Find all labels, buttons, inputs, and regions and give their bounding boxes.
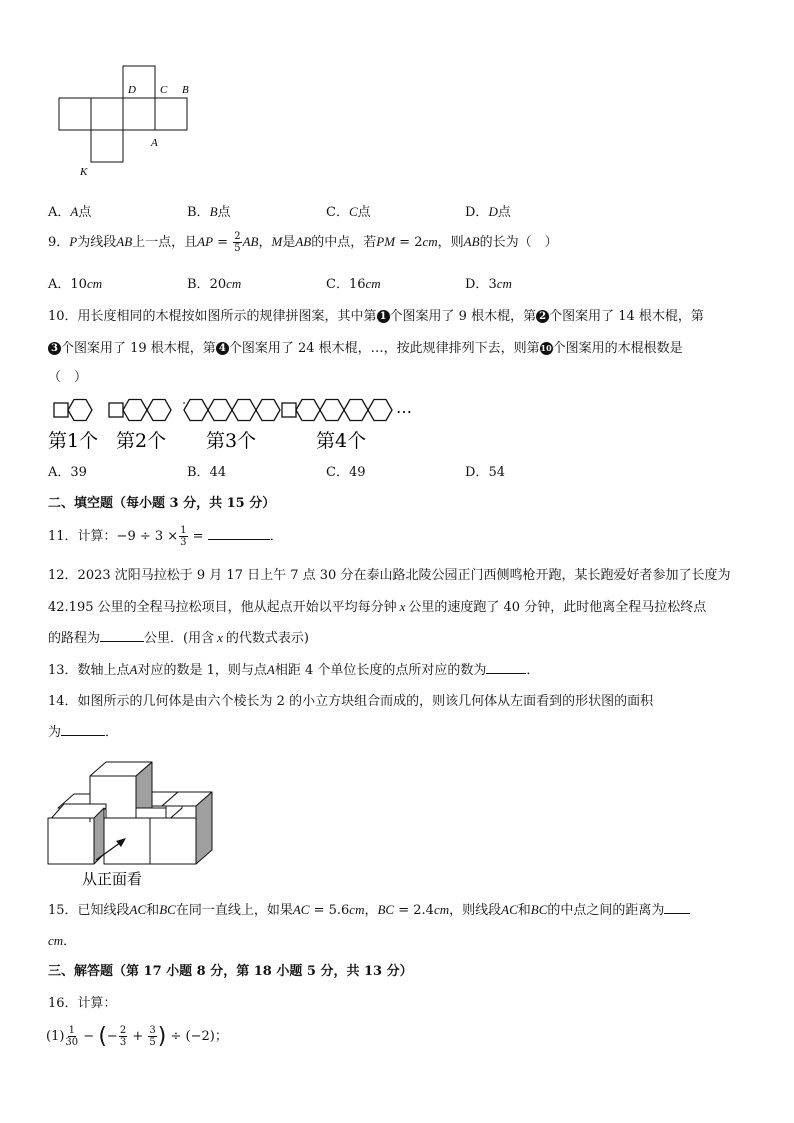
text: 15．已知线段 xyxy=(48,903,130,918)
fraction xyxy=(148,1025,156,1048)
var-ac: AC xyxy=(501,902,518,917)
var-ac: AC xyxy=(292,902,310,917)
var-ab: AB xyxy=(295,234,312,249)
q10-option-d[interactable] xyxy=(465,461,505,480)
frac-den: 30 xyxy=(65,1037,79,1048)
text: ． xyxy=(269,529,283,544)
text: 和 xyxy=(146,903,160,918)
q9-stem xyxy=(48,231,558,254)
option-unit: cm xyxy=(226,276,242,291)
operator: + xyxy=(128,1029,148,1044)
frac-den: 3 xyxy=(119,1037,127,1048)
net-label-a: A xyxy=(151,137,158,149)
operator: − xyxy=(106,1029,118,1044)
answer-blank[interactable] xyxy=(486,661,526,674)
q9-option-c[interactable] xyxy=(326,273,381,292)
q8-option-c[interactable] xyxy=(326,201,371,220)
fraction xyxy=(233,231,241,254)
text: ． xyxy=(526,663,540,678)
figure-label-1: 第1个 xyxy=(48,430,99,452)
option-value: 3 xyxy=(488,277,497,292)
frac-num: 1 xyxy=(68,1025,75,1036)
circled-number: 2 xyxy=(536,310,549,323)
option-suffix: 点 xyxy=(78,205,92,220)
cube-net-figure xyxy=(55,62,215,182)
option-var: D xyxy=(488,204,498,219)
text: 相距 4 个单位长度的点所对应的数为 xyxy=(274,663,487,678)
text: 10．用长度相同的木棍按如图所示的规律拼图案，其中第 xyxy=(48,309,377,324)
text: （ ） xyxy=(48,370,88,385)
option-letter: B． xyxy=(187,465,210,480)
text: = 2.4 xyxy=(394,903,434,918)
circled-number: 1 xyxy=(377,310,390,323)
frac-den: 5 xyxy=(234,243,241,254)
frac-den: 3 xyxy=(180,537,187,548)
frac-den: 5 xyxy=(149,1037,156,1048)
option-value: 39 xyxy=(70,465,87,480)
option-letter: B． xyxy=(187,205,210,220)
frac-num: 3 xyxy=(149,1025,156,1036)
answer-blank[interactable] xyxy=(100,629,144,642)
q10-stem-line2 xyxy=(48,337,683,356)
text: 的中点之间的距离为 xyxy=(547,903,665,918)
text: ，则 xyxy=(437,235,464,250)
option-value: 20 xyxy=(209,277,227,292)
option-letter: A． xyxy=(48,465,71,480)
option-letter: C． xyxy=(326,205,349,220)
q9-option-b[interactable] xyxy=(187,273,241,292)
text: 个图案用了 14 根木棍，第 xyxy=(549,309,704,324)
var-pm: PM xyxy=(376,234,396,249)
option-unit: cm xyxy=(496,276,512,291)
text: ． xyxy=(63,934,77,949)
text: 是 xyxy=(282,235,296,250)
text: ， xyxy=(364,903,378,918)
option-var: C xyxy=(348,204,358,219)
var-ab: AB xyxy=(463,234,480,249)
var-bc: BC xyxy=(159,902,176,917)
option-unit: cm xyxy=(86,276,103,291)
part-label: (1) xyxy=(46,1029,65,1044)
q11-stem xyxy=(48,525,283,548)
var-ab: AB xyxy=(242,234,259,249)
option-letter: C． xyxy=(326,465,349,480)
var-p: P xyxy=(69,234,78,249)
unit-cm: cm xyxy=(422,234,438,249)
option-value: 16 xyxy=(348,277,366,292)
stick-pattern-figure xyxy=(48,393,428,453)
expression: (−2) xyxy=(185,1029,215,1044)
net-label-d: D xyxy=(128,84,136,96)
q14-line1: 14．如图所示的几何体是由六个棱长为 2 的小立方块组合而成的，则该几何体从左面看到的形状图的面积 xyxy=(48,694,654,709)
text: 11．计算： xyxy=(48,529,117,544)
text: ． xyxy=(105,725,119,740)
frac-num: 1 xyxy=(180,525,187,536)
circled-number: 4 xyxy=(216,342,229,355)
q16-part1 xyxy=(46,1024,228,1049)
q9-option-d[interactable] xyxy=(465,273,512,292)
q12-line2 xyxy=(48,596,706,615)
var-x: x xyxy=(217,630,223,645)
q16-title: 16．计算： xyxy=(48,996,117,1011)
unit-cm: cm xyxy=(433,902,450,917)
text: 为 xyxy=(48,725,62,740)
text: 公里．(用含 xyxy=(144,631,215,646)
option-letter: D． xyxy=(465,465,489,480)
text: 的长为（ ） xyxy=(479,235,558,250)
var-x: x xyxy=(399,599,406,614)
option-var: B xyxy=(209,204,218,219)
q10-option-b[interactable] xyxy=(187,461,226,480)
option-unit: cm xyxy=(365,276,381,291)
net-label-c: C xyxy=(160,84,168,96)
text: = 2 xyxy=(395,235,423,250)
figure-label-3: 第3个 xyxy=(206,430,257,452)
q8-option-a[interactable] xyxy=(48,201,91,220)
front-view-label: 从正面看 xyxy=(82,870,143,888)
text: 对应的数是 1，则与点 xyxy=(137,663,267,678)
text: 个图案用了 19 根木棍，第 xyxy=(61,341,216,356)
frac-num: 2 xyxy=(119,1025,127,1036)
var-a: A xyxy=(129,662,138,677)
operator: − xyxy=(79,1029,99,1044)
var-ap: AP xyxy=(197,234,214,249)
circled-number: 3 xyxy=(48,342,61,355)
text: 的代数式表示) xyxy=(225,631,309,646)
net-label-k: K xyxy=(80,166,88,178)
text: ； xyxy=(214,1029,228,1044)
text: 上一点，且 xyxy=(132,235,198,250)
option-suffix: 点 xyxy=(497,205,511,220)
option-letter: D． xyxy=(465,277,489,292)
answer-blank[interactable] xyxy=(61,723,105,736)
q10-stem-line1 xyxy=(48,305,704,324)
text: 公里的速度跑了 40 分钟，此时他离全程马拉松终点 xyxy=(408,600,707,615)
fraction xyxy=(179,525,187,548)
text: = xyxy=(188,529,208,544)
var-ac: AC xyxy=(129,902,147,917)
var-a: A xyxy=(266,662,275,677)
option-suffix: 点 xyxy=(217,205,231,220)
option-value: 54 xyxy=(488,465,505,480)
text: 的路程为 xyxy=(48,631,101,646)
frac-num: 2 xyxy=(234,231,241,242)
option-letter: C． xyxy=(326,277,349,292)
q12-line1: 12．2023 沈阳马拉松于 9 月 17 日上午 7 点 30 分在泰山路北陵公园正门西侧鸣枪开跑，某长跑爱好者参加了长度为 xyxy=(48,568,731,583)
var-bc: BC xyxy=(530,902,548,917)
right-paren: ) xyxy=(157,1024,167,1049)
q9-option-a[interactable] xyxy=(48,273,102,292)
ellipsis-mark: … xyxy=(396,398,412,417)
var-m: M xyxy=(271,234,283,249)
option-suffix: 点 xyxy=(357,205,371,220)
text: = 5.6 xyxy=(309,903,350,918)
text: 个图案用的木棍根数是 xyxy=(552,341,683,356)
operator: ÷ xyxy=(166,1029,186,1044)
q15-line1 xyxy=(48,899,690,918)
answer-blank[interactable] xyxy=(208,527,270,540)
fraction xyxy=(65,1025,78,1048)
net-label-b: B xyxy=(182,84,189,96)
text: 为线段 xyxy=(77,235,117,250)
figure-label-4: 第4个 xyxy=(316,430,367,452)
option-letter: A． xyxy=(48,205,71,220)
answer-blank[interactable] xyxy=(664,901,690,914)
text: = xyxy=(213,235,233,250)
q8-option-b[interactable] xyxy=(187,201,231,220)
option-value: 10 xyxy=(70,277,87,292)
var-ab: AB xyxy=(116,234,133,249)
figure-label-2: 第2个 xyxy=(116,430,167,452)
left-paren: ( xyxy=(98,1024,107,1049)
option-var: A xyxy=(70,204,79,219)
text: ，则线段 xyxy=(449,903,502,918)
var-bc: BC xyxy=(377,902,395,917)
q-number: 9． xyxy=(48,235,70,250)
q14-line2 xyxy=(48,721,118,740)
q15-line2 xyxy=(48,930,76,949)
fraction xyxy=(119,1025,127,1048)
text: 个图案用了 24 根木棍，…，按此规律排列下去，则第 xyxy=(228,341,540,356)
text: 的中点，若 xyxy=(311,235,377,250)
cube-solid-figure xyxy=(46,752,216,888)
q10-option-c[interactable] xyxy=(326,461,366,480)
option-value: 49 xyxy=(348,465,366,480)
option-value: 44 xyxy=(209,465,227,480)
q13-stem xyxy=(48,659,539,678)
section-fill-in-heading: 二、填空题（每小题 3 分，共 15 分） xyxy=(48,496,276,511)
circled-number: 10 xyxy=(540,343,552,353)
unit-cm: cm xyxy=(48,933,64,948)
q10-option-a[interactable] xyxy=(48,461,87,480)
text: 在同一直线上，如果 xyxy=(175,903,293,918)
text: 13．数轴上点 xyxy=(48,663,130,678)
text: 和 xyxy=(517,903,531,918)
option-letter: B． xyxy=(187,277,210,292)
expression: −9 ÷ 3 × xyxy=(116,529,179,544)
unit-cm: cm xyxy=(349,902,365,917)
q10-stem-line3 xyxy=(48,366,87,385)
q12-line3 xyxy=(48,627,309,646)
option-letter: D． xyxy=(465,205,489,220)
text: ， xyxy=(258,235,272,250)
section-solution-heading: 三、解答题（第 17 小题 8 分，第 18 小题 5 分，共 13 分） xyxy=(48,964,413,979)
q8-option-d[interactable] xyxy=(465,201,511,220)
text: 42.195 公里的全程马拉松项目，他从起点开始以平均每分钟 xyxy=(48,600,397,615)
option-letter: A． xyxy=(48,277,71,292)
text: 个图案用了 9 根木棍，第 xyxy=(389,309,537,324)
